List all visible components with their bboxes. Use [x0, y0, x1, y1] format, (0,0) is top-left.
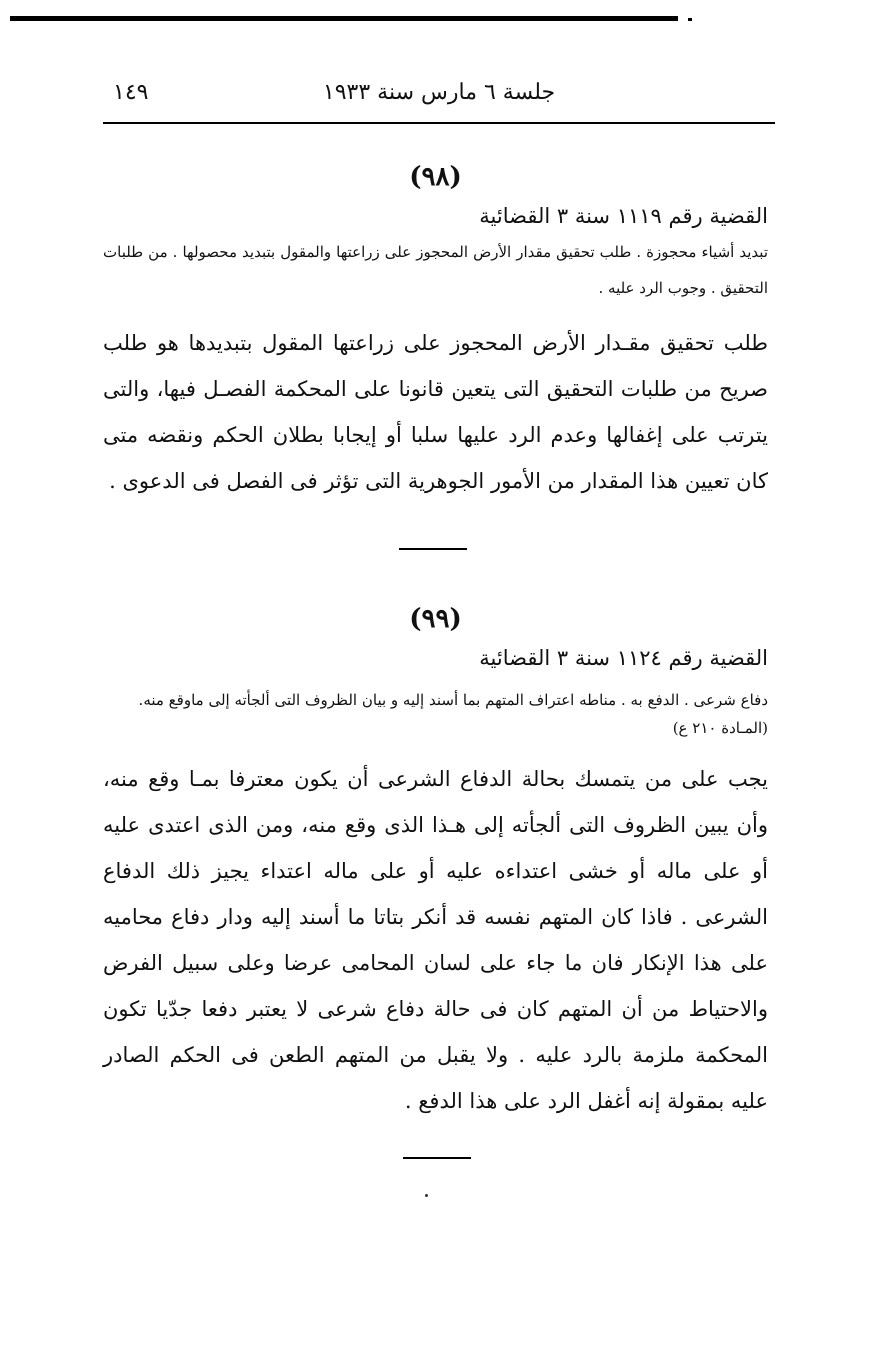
case-number: (٩٨)	[409, 162, 462, 192]
case-title: القضية رقم ١١١٩ سنة ٣ القضائية	[479, 204, 768, 228]
case-keywords: تبديد أشياء محجوزة . طلب تحقيق مقدار الأرض المحجوز على زراعتها والمقول بتبديد محصولها . من طلبات التحقيق . وجوب الرد عليه .	[103, 243, 768, 297]
case-98	[103, 162, 768, 504]
case-99	[103, 604, 768, 1124]
page-number: ١٤٩	[113, 80, 149, 105]
case-body: يجب على من يتمسك بحالة الدفاع الشرعى أن يكون معترفا بمـا وقع منه، وأن يبين الظروف التى ألجأته إلى هـذا الذى وقع منه، ومن الذى اعتدى عليه أو على ماله أو خشى اعتداءه عليه أو على ماله اعتداء يجيز ذلك الدفاع الشرعى . فاذا كان المتهم نفسه قد أنكر بتاتا ما أسند إليه ودار دفاع محاميه على هذا الإنكار فان ما جاء على لسان المحامى عرضا وعلى سبيل الفرض والاحتياط من أن المتهم كان فى حالة دفاع شرعى لا يعتبر دفعا جدّيا تكون المحكمة ملزمة بالرد عليه . ولا يقبل من المتهم الطعن فى الحكم الصادر عليه بمقولة إنه أغفل الرد على هذا الدفع .	[103, 767, 768, 1113]
session-title: جلسة ٦ مارس سنة ١٩٣٣	[322, 80, 556, 105]
page-dot	[425, 1194, 428, 1197]
top-rule-mark	[688, 18, 692, 21]
page-header	[103, 80, 775, 114]
case-number: (٩٩)	[409, 604, 462, 634]
law-article-reference: (المـادة ٢١٠ ع)	[672, 719, 768, 737]
case-title: القضية رقم ١١٢٤ سنة ٣ القضائية	[479, 646, 768, 670]
top-rule	[10, 16, 678, 21]
section-separator	[403, 1157, 471, 1159]
header-rule	[103, 122, 775, 124]
case-body: طلب تحقيق مقـدار الأرض المحجوز على زراعتها المقول بتبديدها هو طلب صريح من طلبات التحقيق التى يتعين قانونا على المحكمة الفصـل فيها، والتى يترتب على إغفالها وعدم الرد عليها سلبا أو إيجابا بطلان الحكم ونقضه متى كان تعيين هذا المقدار من الأمور الجوهرية التى تؤثر فى الفصل فى الدعوى .	[103, 331, 768, 493]
section-separator	[399, 548, 467, 550]
case-keywords: دفاع شرعى . الدفع به . مناطه اعتراف المتهم بما أسند إليه و بيان الظروف التى ألجأته إلى ماوقع منه.	[138, 691, 768, 709]
